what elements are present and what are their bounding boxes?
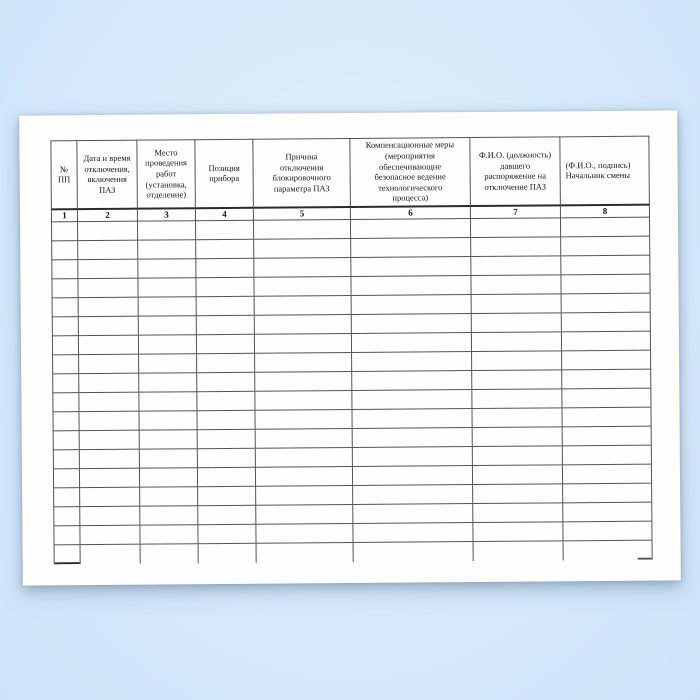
empty-cell bbox=[138, 278, 196, 297]
empty-cell bbox=[139, 430, 197, 449]
empty-cell bbox=[51, 222, 77, 241]
column-header-reason: Причина отключения блокировочного параметра ПАЗ bbox=[253, 138, 351, 207]
empty-cell bbox=[562, 445, 651, 465]
empty-cell bbox=[473, 503, 563, 523]
empty-cell bbox=[80, 525, 140, 544]
empty-cell bbox=[80, 487, 140, 506]
empty-cell bbox=[254, 257, 351, 277]
empty-cell bbox=[351, 257, 471, 277]
column-header-npp: № ПП bbox=[51, 141, 78, 209]
empty-cell bbox=[53, 412, 79, 431]
empty-cell bbox=[140, 506, 198, 525]
empty-cell bbox=[352, 447, 472, 467]
column-number: 3 bbox=[137, 208, 195, 221]
empty-rows bbox=[51, 217, 652, 564]
empty-cell bbox=[140, 487, 198, 506]
column-number: 6 bbox=[350, 206, 470, 220]
empty-cell bbox=[196, 277, 254, 296]
empty-cell bbox=[351, 276, 471, 296]
empty-cell bbox=[140, 544, 198, 563]
empty-cell bbox=[562, 464, 651, 484]
empty-cell bbox=[78, 278, 138, 297]
empty-cell bbox=[254, 295, 351, 315]
empty-cell bbox=[472, 351, 562, 371]
empty-cell bbox=[197, 448, 255, 467]
empty-cell bbox=[78, 259, 138, 278]
empty-cell bbox=[139, 354, 197, 373]
column-header-datetime: Дата и время отключения, включения ПАЗ bbox=[77, 140, 138, 208]
empty-cell bbox=[255, 371, 352, 391]
empty-cell bbox=[198, 524, 256, 543]
empty-cell bbox=[351, 295, 471, 315]
column-number: 5 bbox=[253, 206, 350, 220]
column-number: 2 bbox=[77, 208, 137, 221]
empty-cell bbox=[80, 506, 140, 525]
empty-cell bbox=[352, 390, 472, 410]
column-header-fio-order: Ф.И.О. (должность) давшего распоряжение на отключение ПАЗ bbox=[470, 137, 561, 206]
empty-cell bbox=[52, 241, 78, 260]
column-header-compensation: Компенсационные меры (мероприятия обеспечивающие безопасное ведение технологического процесса) bbox=[350, 138, 471, 207]
empty-cell bbox=[198, 505, 256, 524]
empty-cell bbox=[563, 502, 652, 522]
empty-cell bbox=[139, 373, 197, 392]
empty-cell bbox=[473, 484, 563, 504]
empty-cell bbox=[196, 258, 254, 277]
empty-cell bbox=[563, 521, 652, 541]
empty-cell bbox=[78, 297, 138, 316]
empty-cell bbox=[562, 426, 651, 446]
empty-cell bbox=[138, 297, 196, 316]
empty-cell bbox=[256, 542, 353, 562]
empty-cell bbox=[78, 316, 138, 335]
empty-cell bbox=[197, 391, 255, 410]
empty-cell bbox=[471, 275, 561, 295]
column-number: 8 bbox=[560, 204, 649, 218]
empty-cell bbox=[54, 526, 80, 545]
empty-cell bbox=[197, 353, 255, 372]
empty-cell bbox=[254, 276, 351, 296]
empty-cell bbox=[561, 331, 650, 351]
empty-cell bbox=[254, 314, 351, 334]
empty-cell bbox=[256, 485, 353, 505]
empty-cell bbox=[561, 312, 650, 332]
empty-cell bbox=[561, 236, 650, 256]
empty-cell bbox=[198, 543, 256, 562]
empty-cell bbox=[52, 298, 78, 317]
empty-cell bbox=[53, 355, 79, 374]
empty-cell bbox=[54, 507, 80, 526]
empty-cell bbox=[560, 217, 649, 237]
empty-cell bbox=[562, 388, 651, 408]
empty-cell bbox=[138, 259, 196, 278]
empty-cell bbox=[139, 449, 197, 468]
empty-cell bbox=[54, 545, 80, 564]
empty-cell bbox=[140, 525, 198, 544]
empty-cell bbox=[79, 449, 139, 468]
empty-cell bbox=[353, 523, 473, 543]
empty-cell bbox=[353, 504, 473, 524]
empty-cell bbox=[79, 392, 139, 411]
empty-cell bbox=[350, 219, 470, 239]
empty-cell bbox=[197, 410, 255, 429]
empty-cell bbox=[351, 238, 471, 258]
empty-cell bbox=[79, 373, 139, 392]
empty-cell bbox=[78, 240, 138, 259]
empty-cell bbox=[472, 427, 562, 447]
empty-cell bbox=[255, 428, 352, 448]
empty-cell bbox=[352, 352, 472, 372]
empty-cell bbox=[52, 317, 78, 336]
empty-cell bbox=[137, 221, 195, 240]
empty-cell bbox=[139, 468, 197, 487]
table-row bbox=[54, 540, 652, 564]
column-number: 1 bbox=[51, 209, 77, 222]
empty-cell bbox=[196, 296, 254, 315]
empty-cell bbox=[562, 407, 651, 427]
empty-cell bbox=[54, 488, 80, 507]
empty-cell bbox=[352, 466, 472, 486]
empty-cell bbox=[196, 334, 254, 353]
empty-cell bbox=[196, 239, 254, 258]
empty-cell bbox=[52, 279, 78, 298]
empty-cell bbox=[139, 411, 197, 430]
empty-cell bbox=[138, 316, 196, 335]
column-header-place: Место проведения работ (установка, отделение) bbox=[137, 140, 196, 208]
empty-cell bbox=[254, 333, 351, 353]
empty-cell bbox=[52, 336, 78, 355]
empty-cell bbox=[563, 483, 652, 503]
empty-cell bbox=[561, 293, 650, 313]
empty-cell bbox=[352, 371, 472, 391]
empty-cell bbox=[195, 220, 253, 239]
empty-cell bbox=[53, 393, 79, 412]
column-header-fio-signature: (Ф.И.О., подпись) Начальник смены bbox=[560, 136, 650, 205]
empty-cell bbox=[80, 544, 140, 563]
empty-cell bbox=[196, 315, 254, 334]
empty-cell bbox=[471, 294, 561, 314]
empty-cell bbox=[254, 238, 351, 258]
empty-cell bbox=[79, 430, 139, 449]
empty-cell bbox=[197, 429, 255, 448]
empty-cell bbox=[471, 237, 561, 257]
header-row bbox=[51, 136, 650, 209]
empty-cell bbox=[472, 370, 562, 390]
empty-cell bbox=[253, 219, 350, 239]
empty-cell bbox=[255, 409, 352, 429]
empty-cell bbox=[255, 390, 352, 410]
empty-cell bbox=[561, 274, 650, 294]
empty-cell bbox=[562, 350, 651, 370]
empty-cell bbox=[255, 466, 352, 486]
empty-cell bbox=[351, 314, 471, 334]
empty-cell bbox=[197, 372, 255, 391]
empty-cell bbox=[77, 221, 137, 240]
empty-cell bbox=[353, 485, 473, 505]
table-area bbox=[50, 136, 652, 564]
empty-cell bbox=[472, 465, 562, 485]
empty-cell bbox=[79, 468, 139, 487]
empty-cell bbox=[473, 541, 563, 561]
empty-cell bbox=[471, 256, 561, 276]
empty-cell bbox=[138, 335, 196, 354]
empty-cell bbox=[352, 428, 472, 448]
empty-cell bbox=[255, 352, 352, 372]
empty-cell bbox=[351, 333, 471, 353]
empty-cell bbox=[563, 540, 652, 560]
empty-cell bbox=[472, 389, 562, 409]
empty-cell bbox=[139, 392, 197, 411]
empty-cell bbox=[255, 447, 352, 467]
empty-cell bbox=[561, 255, 650, 275]
empty-cell bbox=[79, 411, 139, 430]
empty-cell bbox=[562, 369, 651, 389]
empty-cell bbox=[53, 374, 79, 393]
empty-cell bbox=[52, 260, 78, 279]
empty-cell bbox=[138, 240, 196, 259]
empty-cell bbox=[473, 522, 563, 542]
empty-cell bbox=[471, 332, 561, 352]
column-number: 7 bbox=[470, 205, 560, 219]
empty-cell bbox=[353, 542, 473, 562]
empty-cell bbox=[470, 218, 560, 238]
empty-cell bbox=[53, 469, 79, 488]
empty-cell bbox=[352, 409, 472, 429]
empty-cell bbox=[78, 335, 138, 354]
empty-cell bbox=[197, 467, 255, 486]
log-table bbox=[50, 136, 652, 564]
empty-cell bbox=[472, 408, 562, 428]
empty-cell bbox=[198, 486, 256, 505]
empty-cell bbox=[53, 431, 79, 450]
column-header-position: Позиция прибора bbox=[195, 139, 254, 207]
empty-cell bbox=[53, 450, 79, 469]
empty-cell bbox=[256, 523, 353, 543]
empty-cell bbox=[472, 446, 562, 466]
column-number: 4 bbox=[195, 207, 253, 220]
empty-cell bbox=[256, 504, 353, 524]
paper-sheet bbox=[19, 110, 681, 585]
empty-cell bbox=[471, 313, 561, 333]
empty-cell bbox=[79, 354, 139, 373]
